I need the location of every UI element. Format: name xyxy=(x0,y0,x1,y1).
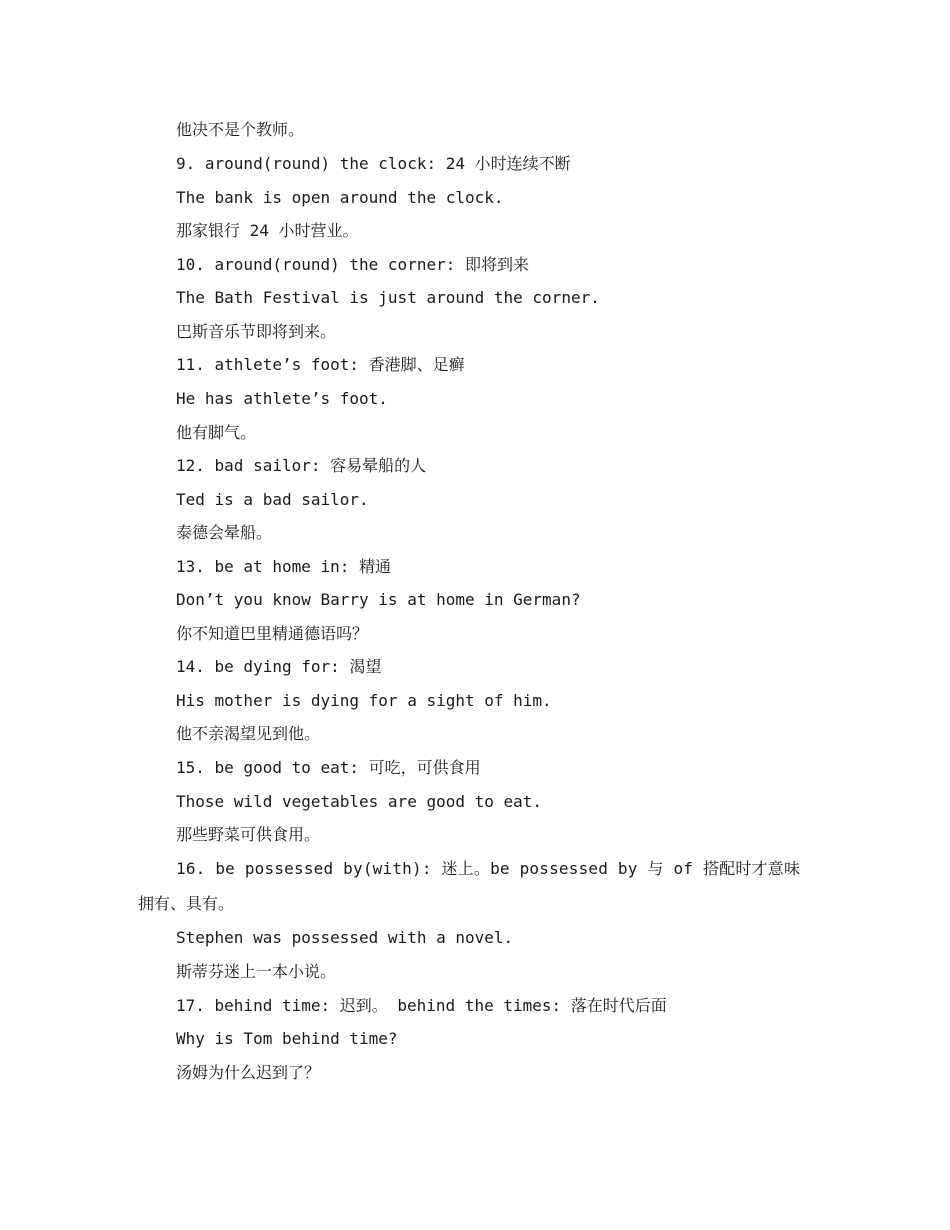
entry-heading: 14. be dying for: 渴望 xyxy=(176,657,382,676)
entry-heading: 10. around(round) the corner: 即将到来 xyxy=(176,255,529,274)
entry-heading-continuation: 拥有、具有。 xyxy=(138,894,235,913)
translation: 他有脚气。 xyxy=(176,423,257,442)
translation: 你不知道巴里精通德语吗？ xyxy=(176,624,369,643)
text-line: 他决不是个教师。 xyxy=(176,120,305,139)
example-sentence: Ted is a bad sailor. xyxy=(176,490,369,509)
example-sentence: He has athlete’s foot. xyxy=(176,389,388,408)
example-sentence: Stephen was possessed with a novel. xyxy=(176,928,514,947)
translation: 那家银行 24 小时营业。 xyxy=(176,221,359,240)
entry-heading: 12. bad sailor: 容易晕船的人 xyxy=(176,456,427,475)
translation: 汤姆为什么迟到了？ xyxy=(176,1063,321,1082)
example-sentence: Those wild vegetables are good to eat. xyxy=(176,792,543,811)
translation: 他不亲渴望见到他。 xyxy=(176,724,321,743)
entry-heading: 13. be at home in: 精通 xyxy=(176,557,392,576)
example-sentence: Why is Tom behind time? xyxy=(176,1029,398,1048)
entry-heading: 9. around(round) the clock: 24 小时连续不断 xyxy=(176,154,571,173)
entry-heading: 15. be good to eat: 可吃，可供食用 xyxy=(176,758,481,777)
translation: 泰德会晕船。 xyxy=(176,523,273,542)
example-sentence: Don’t you know Barry is at home in German? xyxy=(176,590,581,609)
example-sentence: The bank is open around the clock. xyxy=(176,188,504,207)
translation: 巴斯音乐节即将到来。 xyxy=(176,322,337,341)
entry-heading: 17. behind time: 迟到。 behind the times: 落在时代后面 xyxy=(176,996,667,1015)
translation: 那些野菜可供食用。 xyxy=(176,825,321,844)
entry-heading: 16. be possessed by(with): 迷上。be possessed by 与 of 搭配时才意味 xyxy=(176,859,801,878)
entry-heading: 11. athlete’s foot: 香港脚、足癣 xyxy=(176,355,465,374)
translation: 斯蒂芬迷上一本小说。 xyxy=(176,962,337,981)
example-sentence: The Bath Festival is just around the corner. xyxy=(176,288,600,307)
example-sentence: His mother is dying for a sight of him. xyxy=(176,691,552,710)
